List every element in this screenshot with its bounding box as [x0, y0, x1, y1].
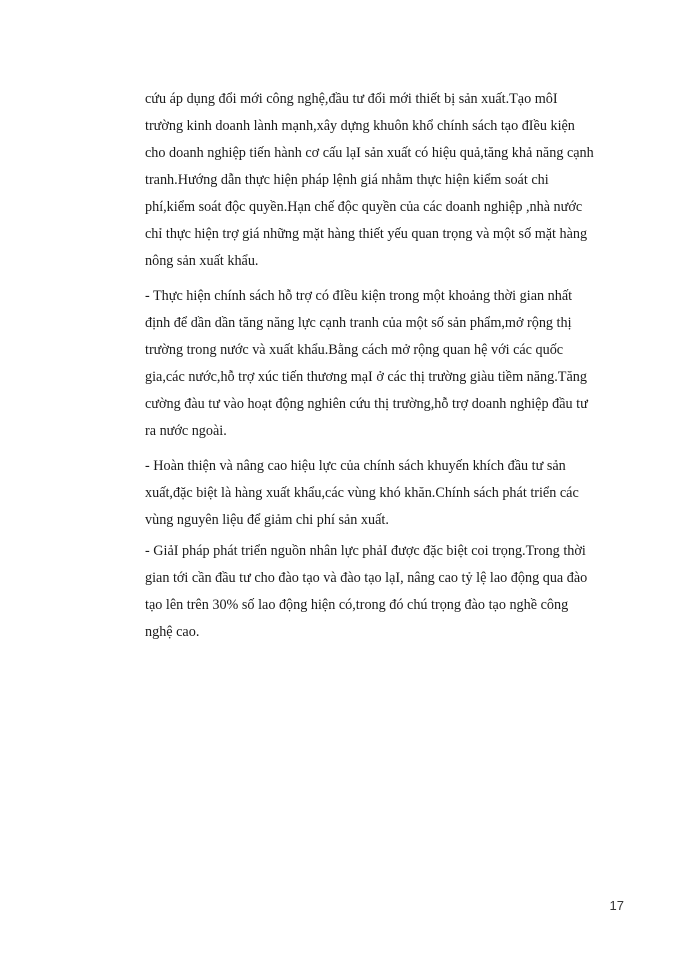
text-line: xuất,đặc biệt là hàng xuất khẩu,các vùng khó khăn.Chính sách phát triển các [145, 485, 579, 501]
paragraph-human-resources [145, 538, 600, 646]
text-line: - Thực hiện chính sách hỗ trợ có đIều kiện trong một khoảng thời gian nhất [145, 288, 573, 304]
text-line: nghệ cao. [145, 624, 200, 640]
text-line: gia,các nước,hỗ trợ xúc tiến thương mạI ở các thị trường giàu tiềm năng.Tăng [145, 369, 587, 385]
text-line: phí,kiểm soát độc quyền.Hạn chế độc quyền của các doanh nghiệp ,nhà nước [145, 199, 583, 215]
text-line: cho doanh nghiệp tiến hành cơ cấu lạI sản xuất có hiệu quả,tăng khả năng cạnh [145, 145, 594, 161]
text-line: nông sản xuất khẩu. [145, 253, 259, 269]
page-number: 17 [609, 898, 624, 913]
text-line: trường trong nước và xuất khẩu.Bằng cách mở rộng quan hệ với các quốc [145, 342, 564, 358]
paragraph-investment-incentives [145, 453, 600, 534]
text-line: tranh.Hướng dẫn thực hiện pháp lệnh giá nhằm thực hiện kiểm soát chi [145, 172, 549, 188]
text-line: trường kinh doanh lành mạnh,xây dựng khuôn khổ chính sách tạo đIều kiện [145, 118, 575, 134]
text-line: chỉ thực hiện trợ giá những mặt hàng thiết yếu quan trọng và một số mặt hàng [145, 226, 588, 242]
text-line: định để dần dần tăng năng lực cạnh tranh của một số sản phẩm,mở rộng thị [145, 315, 572, 331]
text-line: ra nước ngoài. [145, 423, 227, 439]
text-line: cường đàu tư vào hoạt động nghiên cứu thị trường,hỗ trợ doanh nghiệp đầu tư [145, 396, 588, 412]
text-line: - Hoàn thiện và nâng cao hiệu lực của chính sách khuyến khích đầu tư sản [145, 458, 566, 474]
paragraph-support-policy [145, 283, 600, 445]
text-line: tạo lên trên 30% số lao động hiện có,trong đó chú trọng đào tạo nghề công [145, 597, 569, 613]
text-line: gian tới cần đầu tư cho đào tạo và đào tạo lạI, nâng cao tỷ lệ lao động qua đào [145, 570, 588, 586]
body-text [145, 86, 600, 646]
text-line: cứu áp dụng đổi mới công nghệ,đầu tư đổi mới thiết bị sản xuất.Tạo môI [145, 91, 558, 107]
text-line: vùng nguyên liệu để giảm chi phí sản xuất. [145, 512, 389, 528]
paragraph-policy-environment [145, 86, 600, 275]
text-line: - GiảI pháp phát triển nguồn nhân lực phảI được đặc biệt coi trọng.Trong thời [145, 543, 586, 559]
